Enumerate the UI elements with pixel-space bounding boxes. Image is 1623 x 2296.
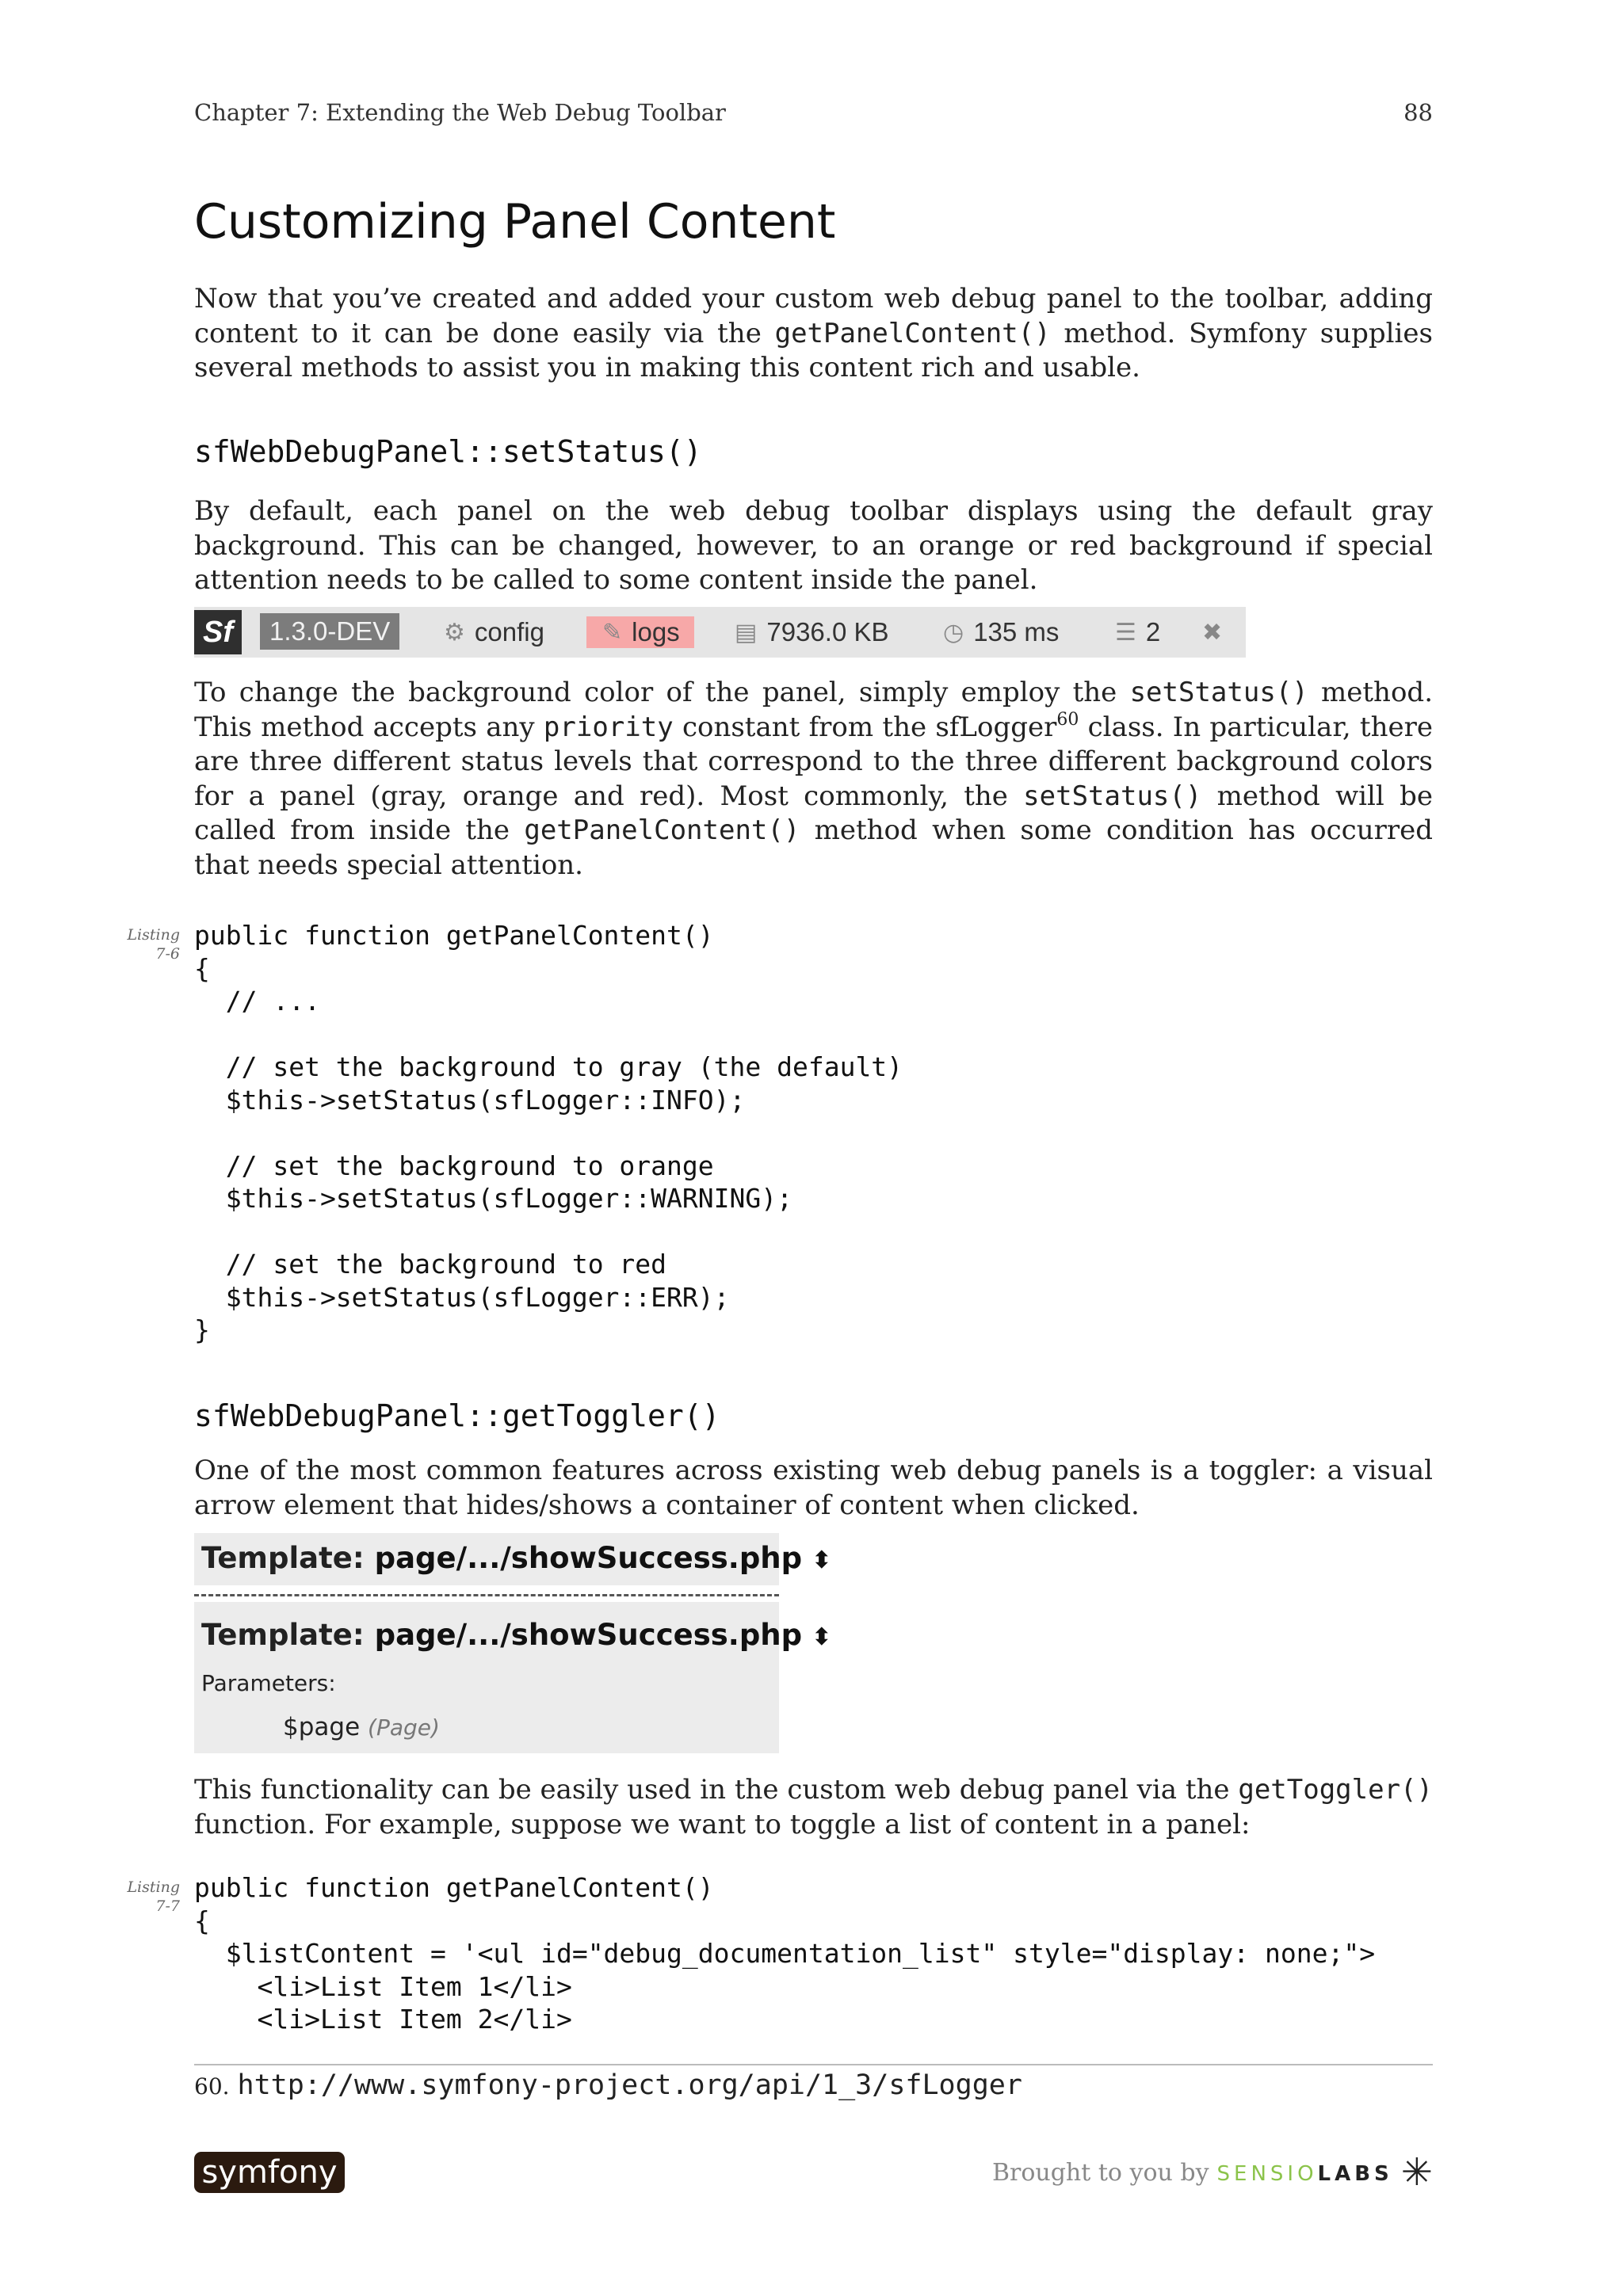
gettoggler-paragraph-2: This functionality can be easily used in the custom web debug panel via the getToggler() function. For example, suppose we want to toggle a list of content in a panel: xyxy=(194,1774,1433,1840)
inline-code: getPanelContent() xyxy=(774,317,1051,349)
gettoggler-heading: sfWebDebugPanel::getToggler() xyxy=(194,1398,720,1433)
listing-label: Listing 7-7 xyxy=(127,1878,180,1915)
logs-item: ✎ logs xyxy=(586,616,694,648)
separator-dashes xyxy=(194,1594,779,1596)
code-listing-7-6: public function getPanelContent() { // ... // set the background to gray (the default) $this->setStatus(sfLogger::INFO); // set the background to orange $this->setStatus(sfLogger::WARNING); // set the background to red $this->setStatus(sfLogger::ERR); } xyxy=(194,920,903,1345)
footnote-ref: 60 xyxy=(1056,709,1079,730)
symfony-logo: symfony xyxy=(194,2152,345,2193)
gettoggler-paragraph-1: One of the most common features across existing web debug panels is a toggler: a visual arrow element that hides/shows a container of content when clicked. xyxy=(194,1455,1433,1521)
gear-icon: ⚙ xyxy=(444,619,465,646)
database-icon: ☰ xyxy=(1115,619,1136,646)
template-row: Template: page/.../showSuccess.php ⬍ xyxy=(201,1541,832,1575)
running-header xyxy=(194,99,1433,126)
config-item: ⚙ config xyxy=(444,617,544,646)
brought-by: Brought to you by SENSIOLABS ✳ xyxy=(991,2150,1433,2195)
database-item: ☰ 2 xyxy=(1115,617,1161,646)
version-badge: 1.3.0-DEV xyxy=(260,613,399,650)
parameter-entry: $page (Page) xyxy=(283,1713,440,1741)
toggler-collapsed-image xyxy=(194,1533,832,1585)
template-row: Template: page/.../showSuccess.php ⬍ xyxy=(201,1618,832,1652)
web-debug-toolbar-image xyxy=(194,607,1246,658)
footnote-link[interactable]: http://www.symfony-project.org/api/1_3/sfLogger xyxy=(237,2069,1022,2101)
setstatus-paragraph-2: To change the background color of the panel, simply employ the setStatus() method. This method accepts any priority constant from the sfLogger$^{60}$ class. In particular, there are three different status levels that correspond to the three different background colors for a panel (gray, orange and red). Most commonly, the setStatus() method will be called from inside the getPanelContent() method when some condition has occurred that needs special attention. xyxy=(194,677,1433,881)
memory-icon: ▤ xyxy=(735,619,758,646)
footnote: 60. http://www.symfony-project.org/api/1_3/sfLogger xyxy=(194,2069,1022,2101)
footnote-divider xyxy=(194,2064,1433,2065)
code-listing-7-7: public function getPanelContent() { $listContent = '<ul id="debug_documentation_list" style="display: none;"> <li>List Item 1</li> <li>List Item 2</li> xyxy=(194,1872,1376,2035)
setstatus-paragraph-1: By default, each panel on the web debug toolbar displays using the default gray background. This can be changed, however, to an orange or red background if special attention needs to be called to some content inside the panel. xyxy=(194,495,1433,596)
pencil-icon: ✎ xyxy=(602,619,623,646)
toggler-expanded-image xyxy=(194,1602,832,1753)
intro-paragraph: Now that you’ve created and added your custom web debug panel to the toolbar, adding content to it can be done easily via the getPanelContent() method. Symfony supplies several methods to assist you in making this content rich and usable. xyxy=(194,283,1433,383)
sensiolabs-star-icon: ✳ xyxy=(1400,2150,1433,2195)
toggle-arrow-icon: ⬍ xyxy=(812,1623,832,1651)
symfony-sf-logo: Sf xyxy=(194,610,242,654)
parameters-label: Parameters: xyxy=(201,1670,336,1696)
page-number: 88 xyxy=(1403,99,1433,126)
section-title: Customizing Panel Content xyxy=(194,194,836,250)
time-item: ◷ 135 ms xyxy=(943,617,1060,646)
setstatus-heading: sfWebDebugPanel::setStatus() xyxy=(194,434,702,469)
chapter-title: Chapter 7: Extending the Web Debug Toolbar xyxy=(194,99,726,126)
clock-icon: ◷ xyxy=(943,619,964,646)
listing-label: Listing 7-6 xyxy=(127,926,180,963)
sensio-wordmark: SENSIO xyxy=(1216,2161,1318,2186)
memory-item: ▤ 7936.0 KB xyxy=(735,617,889,646)
close-toolbar-icon: ✖ xyxy=(1202,619,1223,646)
toggle-arrow-icon: ⬍ xyxy=(812,1547,832,1574)
labs-wordmark: LABS xyxy=(1317,2161,1393,2186)
